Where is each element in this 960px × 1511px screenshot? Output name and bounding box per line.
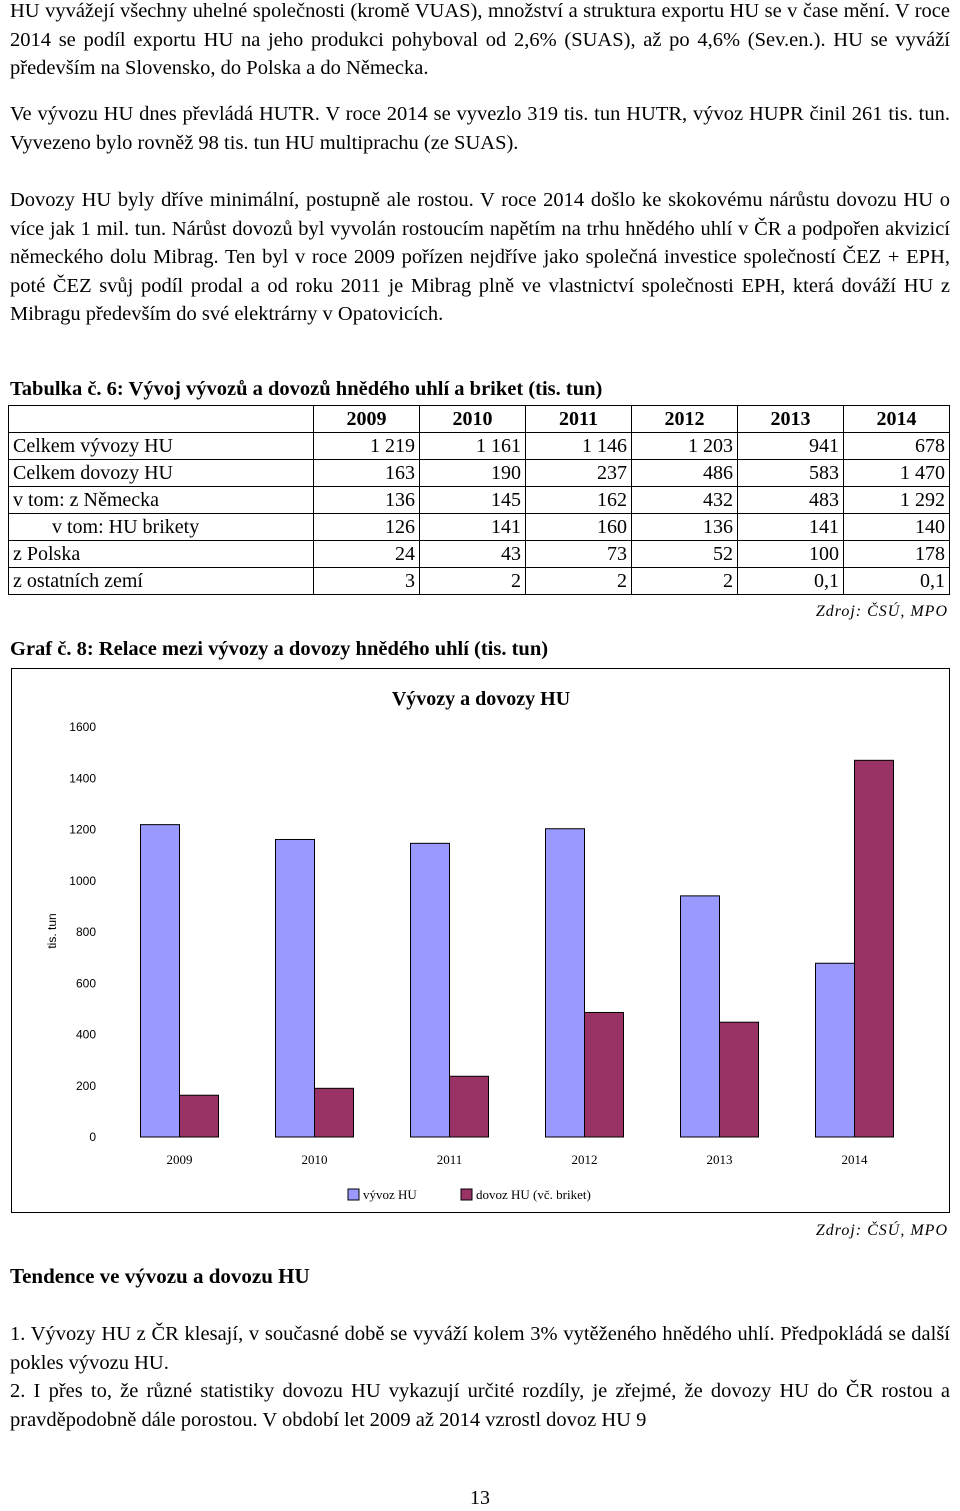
year-header: 2014 xyxy=(844,406,950,433)
table-cell: 178 xyxy=(844,541,950,568)
chart-legend xyxy=(348,1187,591,1202)
bar-export xyxy=(276,839,315,1137)
table-cell: 486 xyxy=(632,460,738,487)
year-header: 2009 xyxy=(314,406,420,433)
table-cell: 100 xyxy=(738,541,844,568)
bar-export xyxy=(681,896,720,1137)
table-cell: 126 xyxy=(314,514,420,541)
table-corner-cell xyxy=(9,406,314,433)
table-cell: 145 xyxy=(420,487,526,514)
table-cell: 52 xyxy=(632,541,738,568)
table-cell: 1 161 xyxy=(420,433,526,460)
table-cell: 141 xyxy=(420,514,526,541)
row-label: Celkem vývozy HU xyxy=(9,433,314,460)
bar-export xyxy=(411,843,450,1137)
table-source-note: Zdroj: ČSÚ, MPO xyxy=(815,603,948,620)
table-cell: 237 xyxy=(526,460,632,487)
paragraph-imports: Dovozy HU byly dříve minimální, postupně ale rostou. V roce 2014 došlo ke skokovému nárůstu dovozu HU o více jak 1 mil. tun. Nárůst dovozů byl vyvolán rostoucím napětím na trhu hnědého uhlí v ČR a podpořen akvizicí německého dolu Mibrag. Ten byl v roce 2009 pořízen nejdříve jako společná investice společností ČEZ + EPH, poté ČEZ svůj podíl prodal a od roku 2011 je Mibrag plně ve vlastnictví společnosti EPH, která dováží HU z Mibragu především do své elektrárny v Opatovicích. xyxy=(10,189,950,325)
table-caption-number: Tabulka č. 6: xyxy=(10,378,124,400)
x-tick-label: 2012 xyxy=(571,1152,598,1167)
chart-frame xyxy=(11,668,950,1213)
y-tick-label: 1600 xyxy=(69,720,96,734)
legend-label: dovoz HU (vč. briket) xyxy=(476,1187,591,1202)
table-cell: 2 xyxy=(632,568,738,595)
y-axis-ticks xyxy=(69,720,96,1144)
table-cell: 43 xyxy=(420,541,526,568)
table-row xyxy=(9,514,950,541)
paragraph-export-structure: Ve vývozu HU dnes převládá HUTR. V roce 2014 se vyvezlo 319 tis. tun HUTR, vývoz HUPR činil 261 tis. tun. Vyvezeno bylo rovněž 98 tis. tun HU multiprachu (ze SUAS). xyxy=(10,103,950,154)
table-cell: 0,1 xyxy=(738,568,844,595)
table-cell: 24 xyxy=(314,541,420,568)
chart-title: Vývozy a dovozy HU xyxy=(391,688,571,710)
y-tick-label: 800 xyxy=(75,925,96,939)
tendence-item-2: 2. I přes to, že různé statistiky dovozu HU vykazují určité rozdíly, je zřejmé, že dovozy HU do ČR rostou a pravděpodobně dále porostou. V období let 2009 až 2014 vzrostl dovoz HU 9 xyxy=(10,1380,950,1431)
table-row xyxy=(9,433,950,460)
table-cell: 1 219 xyxy=(314,433,420,460)
table-caption xyxy=(10,378,602,401)
table-cell: 432 xyxy=(632,487,738,514)
table-cell: 2 xyxy=(420,568,526,595)
table-cell: 136 xyxy=(632,514,738,541)
year-header: 2011 xyxy=(526,406,632,433)
table-caption-text: Vývoj vývozů a dovozů hnědého uhlí a briket (tis. tun) xyxy=(128,378,603,400)
y-tick-label: 1200 xyxy=(69,822,96,837)
table-cell: 136 xyxy=(314,487,420,514)
bar-export xyxy=(816,963,855,1137)
section-heading: Tendence ve vývozu a dovozu HU xyxy=(10,1264,310,1288)
table-cell: 1 470 xyxy=(844,460,950,487)
x-tick-label: 2011 xyxy=(436,1152,463,1167)
y-tick-label: 200 xyxy=(75,1078,96,1093)
y-tick-label: 0 xyxy=(89,1130,96,1144)
y-tick-label: 600 xyxy=(75,976,96,991)
row-label: z Polska xyxy=(9,541,314,568)
table-row xyxy=(9,568,950,595)
table-cell: 3 xyxy=(314,568,420,595)
bar-import xyxy=(585,1012,624,1137)
table-header-row xyxy=(9,406,950,433)
export-import-table xyxy=(8,405,950,595)
table-cell: 140 xyxy=(844,514,950,541)
x-tick-label: 2009 xyxy=(166,1152,193,1167)
y-tick-label: 1000 xyxy=(69,873,96,888)
year-header: 2013 xyxy=(738,406,844,433)
bar-import xyxy=(855,760,894,1137)
table-row xyxy=(9,487,950,514)
x-tick-label: 2010 xyxy=(301,1152,328,1167)
bar-export xyxy=(141,825,180,1137)
row-label: v tom: HU brikety xyxy=(9,514,314,541)
table-row xyxy=(9,460,950,487)
table-cell: 483 xyxy=(738,487,844,514)
year-header: 2012 xyxy=(632,406,738,433)
x-tick-label: 2014 xyxy=(841,1152,868,1167)
table-cell: 1 203 xyxy=(632,433,738,460)
table-cell: 73 xyxy=(526,541,632,568)
chart-bars xyxy=(141,760,894,1137)
table-cell: 678 xyxy=(844,433,950,460)
table-cell: 162 xyxy=(526,487,632,514)
legend-swatch xyxy=(348,1189,359,1200)
y-tick-label: 400 xyxy=(75,1027,96,1042)
table-cell: 190 xyxy=(420,460,526,487)
x-axis-ticks xyxy=(167,1152,869,1167)
legend-swatch xyxy=(461,1189,472,1200)
x-tick-label: 2013 xyxy=(706,1152,733,1167)
year-header: 2010 xyxy=(420,406,526,433)
table-cell: 2 xyxy=(526,568,632,595)
bar-chart xyxy=(12,669,949,1212)
bar-import xyxy=(450,1076,489,1137)
table-cell: 163 xyxy=(314,460,420,487)
table-row xyxy=(9,541,950,568)
bar-import xyxy=(180,1095,219,1137)
table-cell: 941 xyxy=(738,433,844,460)
table-cell: 583 xyxy=(738,460,844,487)
table-cell: 0,1 xyxy=(844,568,950,595)
page-number: 13 xyxy=(470,1487,490,1509)
row-label: Celkem dovozy HU xyxy=(9,460,314,487)
legend-label: vývoz HU xyxy=(363,1187,417,1202)
table-cell: 1 146 xyxy=(526,433,632,460)
y-tick-label: 1400 xyxy=(69,771,96,786)
bar-import xyxy=(315,1088,354,1137)
bar-import xyxy=(720,1022,759,1137)
paragraph-export-overview: HU vyvážejí všechny uhelné společnosti (kromě VUAS), množství a struktura exportu HU se v čase mění. V roce 2014 se podíl exportu HU na jeho produkci pohyboval od 2,6% (SUAS), až po 4,6% (Sev.en.). HU se vyváží především na Slovensko, do Polska a do Německa. xyxy=(10,0,950,79)
graph-source-note: Zdroj: ČSÚ, MPO xyxy=(815,1222,948,1239)
row-label: z ostatních zemí xyxy=(9,568,314,595)
row-label: v tom: z Německa xyxy=(9,487,314,514)
bar-export xyxy=(546,829,585,1137)
table-cell: 1 292 xyxy=(844,487,950,514)
table-cell: 141 xyxy=(738,514,844,541)
table-cell: 160 xyxy=(526,514,632,541)
graph-caption: Graf č. 8: Relace mezi vývozy a dovozy hnědého uhlí (tis. tun) xyxy=(10,638,549,660)
tendence-item-1: 1. Vývozy HU z ČR klesají, v současné době se vyváží kolem 3% vytěženého hnědého uhlí. Předpokládá se další pokles vývozu HU. xyxy=(10,1323,950,1374)
y-axis-label: tis. tun xyxy=(45,913,59,949)
